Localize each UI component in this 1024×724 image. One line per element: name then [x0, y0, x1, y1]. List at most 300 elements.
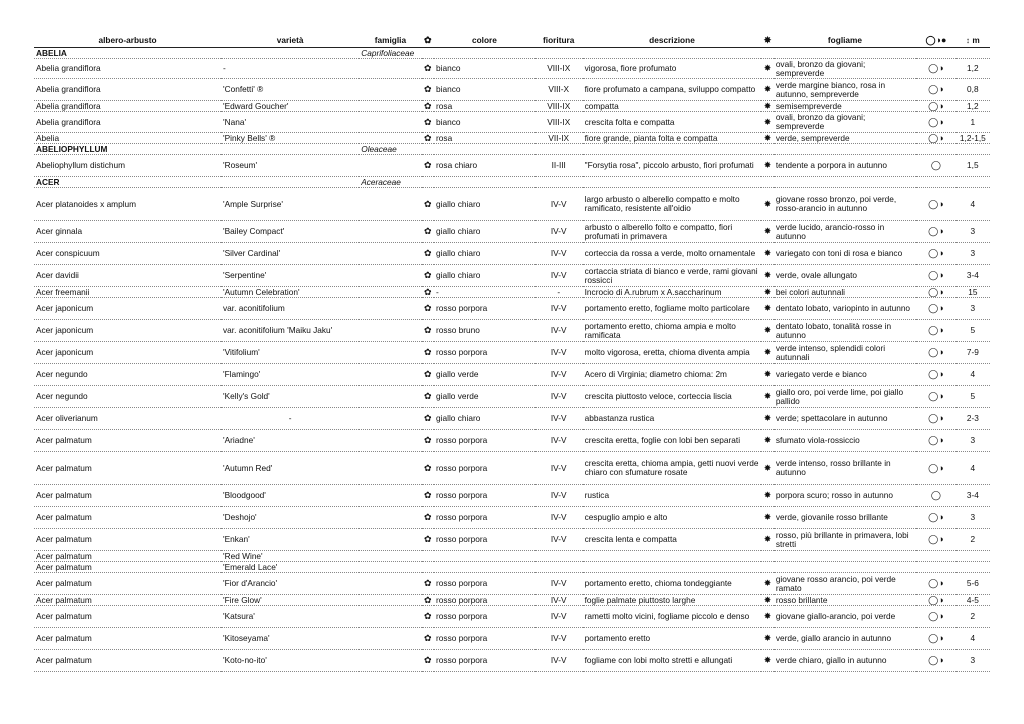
- exposure-icon: ◯: [916, 485, 955, 507]
- color: rosso porpora: [434, 342, 535, 364]
- empty-cell: [956, 144, 990, 155]
- height: 4: [956, 188, 990, 221]
- empty-cell: [956, 551, 990, 562]
- exposure-icon: ◯◑: [916, 112, 955, 133]
- leaf-icon: ✸: [761, 101, 773, 112]
- plant-name: Acer japonicum: [34, 342, 221, 364]
- plant-name: Abeliophyllum distichum: [34, 155, 221, 177]
- flowering: VIII-IX: [535, 59, 583, 79]
- family-cell: [359, 529, 421, 551]
- variety: 'Red Wine': [221, 551, 359, 562]
- height: 1,5: [956, 155, 990, 177]
- height: 3: [956, 298, 990, 320]
- empty-cell: [221, 144, 359, 155]
- height: 4: [956, 452, 990, 485]
- foliage: verde margine bianco, rosa in autunno, sempreverde: [774, 79, 916, 101]
- color: rosso porpora: [434, 430, 535, 452]
- header-height: ↕ m: [956, 33, 990, 48]
- plant-name: Acer conspicuum: [34, 243, 221, 265]
- height: 4: [956, 364, 990, 386]
- flowering: VIII-X: [535, 79, 583, 101]
- flowering: VII-IX: [535, 133, 583, 144]
- flowering: IV-V: [535, 606, 583, 628]
- empty-cell: [422, 551, 434, 562]
- variety: 'Ample Surprise': [221, 188, 359, 221]
- leaf-icon: ✸: [761, 320, 773, 342]
- exposure-icon: ◯◑: [916, 573, 955, 595]
- color: giallo verde: [434, 364, 535, 386]
- flowering: IV-V: [535, 485, 583, 507]
- foliage: rosso, più brillante in primavera, lobi stretti: [774, 529, 916, 551]
- flowering: IV-V: [535, 408, 583, 430]
- description: crescita lenta e compatta: [583, 529, 762, 551]
- plant-name: Abelia: [34, 133, 221, 144]
- description: arbusto o alberello folto e compatto, fiori profumati in primavera: [583, 221, 762, 243]
- table-row: [34, 287, 990, 298]
- plant-name: Abelia grandiflora: [34, 101, 221, 112]
- foliage: ovali, bronzo da giovani; sempreverde: [774, 112, 916, 133]
- foliage: porpora scuro; rosso in autunno: [774, 485, 916, 507]
- table-row: [34, 452, 990, 485]
- foliage: giovane rosso bronzo, poi verde, rosso-arancio in autunno: [774, 188, 916, 221]
- exposure-icon: ◯◑: [916, 265, 955, 287]
- flowering: IV-V: [535, 265, 583, 287]
- family-cell: [359, 606, 421, 628]
- family-cell: [359, 320, 421, 342]
- foliage: dentato lobato, tonalità rosse in autunno: [774, 320, 916, 342]
- leaf-icon: ✸: [761, 408, 773, 430]
- variety: 'Vitifolium': [221, 342, 359, 364]
- leaf-icon: ✸: [761, 485, 773, 507]
- empty-cell: [774, 177, 916, 188]
- exposure-icon: ◯◑: [916, 430, 955, 452]
- plant-name: Acer palmatum: [34, 529, 221, 551]
- empty-cell: [761, 562, 773, 573]
- genus-row: [34, 144, 990, 155]
- foliage: verde lucido, arancio-rosso in autunno: [774, 221, 916, 243]
- flower-icon: ✿: [422, 342, 434, 364]
- exposure-icon: ◯: [916, 155, 955, 177]
- flowering: IV-V: [535, 595, 583, 606]
- empty-cell: [434, 177, 535, 188]
- height-arrow-icon: ↕: [965, 34, 971, 45]
- flowering: VIII-IX: [535, 101, 583, 112]
- flower-icon: ✿: [422, 243, 434, 265]
- variety: 'Flamingo': [221, 364, 359, 386]
- foliage: variegato con toni di rosa e bianco: [774, 243, 916, 265]
- foliage: giovane giallo-arancio, poi verde: [774, 606, 916, 628]
- plant-name: Abelia grandiflora: [34, 79, 221, 101]
- family-cell: [359, 79, 421, 101]
- variety: 'Deshojo': [221, 507, 359, 529]
- height: 3: [956, 243, 990, 265]
- exposure-icon: ◯◑: [916, 386, 955, 408]
- empty-cell: [916, 144, 955, 155]
- family-cell: [359, 342, 421, 364]
- variety: -: [221, 408, 359, 430]
- foliage: verde intenso, rosso brillante in autunno: [774, 452, 916, 485]
- flowering: IV-V: [535, 243, 583, 265]
- exposure-icon: ◯◑: [916, 408, 955, 430]
- color: rosso porpora: [434, 485, 535, 507]
- plant-name: Acer palmatum: [34, 551, 221, 562]
- header-variety: varietà: [221, 33, 359, 48]
- table-row: [34, 59, 990, 79]
- empty-cell: [774, 144, 916, 155]
- empty-cell: [956, 48, 990, 59]
- sun-shade-icon: ◯◑●: [916, 33, 955, 48]
- exposure-icon: ◯◑: [916, 188, 955, 221]
- height: 1,2: [956, 59, 990, 79]
- empty-cell: [221, 48, 359, 59]
- plant-name: Acer freemanii: [34, 287, 221, 298]
- leaf-icon: ✸: [761, 155, 773, 177]
- foliage: verde, sempreverde: [774, 133, 916, 144]
- foliage: verde; spettacolare in autunno: [774, 408, 916, 430]
- plant-name: Acer japonicum: [34, 320, 221, 342]
- family-cell: [359, 155, 421, 177]
- empty-cell: [761, 551, 773, 562]
- flowering: IV-V: [535, 298, 583, 320]
- plant-name: Acer japonicum: [34, 298, 221, 320]
- leaf-icon: ✸: [761, 342, 773, 364]
- exposure-icon: ◯◑: [916, 606, 955, 628]
- flowering: II-III: [535, 155, 583, 177]
- exposure-icon: ◯◑: [916, 133, 955, 144]
- variety: 'Emerald Lace': [221, 562, 359, 573]
- flower-icon: ✿: [422, 265, 434, 287]
- family-cell: [359, 573, 421, 595]
- color: rosso porpora: [434, 606, 535, 628]
- empty-cell: [583, 551, 762, 562]
- height: 3-4: [956, 265, 990, 287]
- variety: 'Katsura': [221, 606, 359, 628]
- header-color: colore: [434, 33, 535, 48]
- variety: 'Koto-no-ito': [221, 650, 359, 672]
- empty-cell: [434, 48, 535, 59]
- height: 4: [956, 628, 990, 650]
- empty-cell: [583, 562, 762, 573]
- color: rosa chiaro: [434, 155, 535, 177]
- plant-name: Acer palmatum: [34, 628, 221, 650]
- foliage: verde chiaro, giallo in autunno: [774, 650, 916, 672]
- height: 3: [956, 650, 990, 672]
- plant-name: Abelia grandiflora: [34, 112, 221, 133]
- flowering: IV-V: [535, 221, 583, 243]
- leaf-icon: ✸: [761, 529, 773, 551]
- description: portamento eretto, chioma ampia e molto ramificata: [583, 320, 762, 342]
- flowering: IV-V: [535, 188, 583, 221]
- height: 3: [956, 430, 990, 452]
- table-row: [34, 320, 990, 342]
- exposure-icon: ◯◑: [916, 452, 955, 485]
- plant-table: [34, 33, 990, 672]
- flower-icon: ✿: [422, 59, 434, 79]
- variety: -: [221, 59, 359, 79]
- family-cell: [359, 221, 421, 243]
- foliage: variegato verde e bianco: [774, 364, 916, 386]
- plant-name: Acer palmatum: [34, 430, 221, 452]
- empty-cell: [535, 144, 583, 155]
- empty-cell: [761, 144, 773, 155]
- height: 15: [956, 287, 990, 298]
- family-cell: [359, 364, 421, 386]
- flowering: IV-V: [535, 507, 583, 529]
- exposure-icon: ◯◑: [916, 628, 955, 650]
- plant-name: Acer davidii: [34, 265, 221, 287]
- genus-name: ABELIA: [34, 48, 221, 59]
- height: 0,8: [956, 79, 990, 101]
- empty-cell: [583, 144, 762, 155]
- description: compatta: [583, 101, 762, 112]
- leaf-icon: ✸: [761, 606, 773, 628]
- foliage: giovane rosso arancio, poi verde ramato: [774, 573, 916, 595]
- family-cell: [359, 430, 421, 452]
- genus-name: ACER: [34, 177, 221, 188]
- flowering: IV-V: [535, 430, 583, 452]
- variety: 'Bailey Compact': [221, 221, 359, 243]
- flowering: IV-V: [535, 320, 583, 342]
- flower-icon: ✿: [422, 188, 434, 221]
- flowering: IV-V: [535, 573, 583, 595]
- flowering: -: [535, 287, 583, 298]
- height: 1,2: [956, 101, 990, 112]
- family-cell: [359, 595, 421, 606]
- color: rosso porpora: [434, 628, 535, 650]
- leaf-icon: ✸: [761, 386, 773, 408]
- empty-cell: [774, 551, 916, 562]
- description: fogliame con lobi molto stretti e allungati: [583, 650, 762, 672]
- flower-icon: ✿: [422, 155, 434, 177]
- header-family: famiglia: [359, 33, 421, 48]
- table-row: [34, 79, 990, 101]
- variety: var. aconitifolium: [221, 298, 359, 320]
- family-cell: [359, 112, 421, 133]
- empty-cell: [761, 177, 773, 188]
- leaf-icon: ✸: [761, 79, 773, 101]
- height: 5-6: [956, 573, 990, 595]
- exposure-icon: ◯◑: [916, 320, 955, 342]
- leaf-icon: ✸: [761, 243, 773, 265]
- flower-icon: ✿: [422, 573, 434, 595]
- exposure-icon: ◯◑: [916, 221, 955, 243]
- color: rosso porpora: [434, 529, 535, 551]
- flower-icon: ✿: [422, 287, 434, 298]
- description: molto vigorosa, eretta, chioma diventa ampia: [583, 342, 762, 364]
- height: 3-4: [956, 485, 990, 507]
- plant-name: Acer palmatum: [34, 595, 221, 606]
- empty-cell: [583, 177, 762, 188]
- variety: 'Pinky Bells' ®: [221, 133, 359, 144]
- genus-name: ABELIOPHYLLUM: [34, 144, 221, 155]
- table-body: [34, 48, 990, 672]
- table-row: [34, 112, 990, 133]
- exposure-icon: ◯◑: [916, 287, 955, 298]
- flower-icon: ✿: [422, 452, 434, 485]
- color: giallo chiaro: [434, 243, 535, 265]
- header-foliage: fogliame: [774, 33, 916, 48]
- flowering: IV-V: [535, 342, 583, 364]
- leaf-icon: ✸: [761, 59, 773, 79]
- color: giallo verde: [434, 386, 535, 408]
- foliage: giallo oro, poi verde lime, poi giallo pallido: [774, 386, 916, 408]
- exposure-icon: ◯◑: [916, 298, 955, 320]
- description: crescita folta e compatta: [583, 112, 762, 133]
- header-row: [34, 33, 990, 48]
- table-row: [34, 342, 990, 364]
- color: rosso porpora: [434, 650, 535, 672]
- family-name: Aceraceae: [359, 177, 421, 188]
- height: 1,2-1,5: [956, 133, 990, 144]
- empty-cell: [774, 562, 916, 573]
- empty-cell: [535, 551, 583, 562]
- plant-name: Acer palmatum: [34, 452, 221, 485]
- header-plant: albero-arbusto: [34, 33, 221, 48]
- family-name: Caprifoliaceae: [359, 48, 421, 59]
- color: giallo chiaro: [434, 408, 535, 430]
- plant-name: Acer palmatum: [34, 650, 221, 672]
- family-cell: [359, 551, 421, 562]
- table-row: [34, 507, 990, 529]
- foliage: verde, giovanile rosso brillante: [774, 507, 916, 529]
- plant-name: Abelia grandiflora: [34, 59, 221, 79]
- description: portamento eretto, fogliame molto particolare: [583, 298, 762, 320]
- empty-cell: [434, 562, 535, 573]
- leaf-icon: ✸: [761, 650, 773, 672]
- plant-name: Acer palmatum: [34, 573, 221, 595]
- family-cell: [359, 485, 421, 507]
- table-row: [34, 265, 990, 287]
- color: rosa: [434, 133, 535, 144]
- empty-cell: [916, 48, 955, 59]
- color: bianco: [434, 59, 535, 79]
- description: fiore grande, pianta folta e compatta: [583, 133, 762, 144]
- description: cespuglio ampio e alto: [583, 507, 762, 529]
- flower-icon: ✿: [422, 408, 434, 430]
- height: 2: [956, 606, 990, 628]
- empty-cell: [422, 177, 434, 188]
- leaf-icon: ✸: [761, 287, 773, 298]
- foliage: verde intenso, splendidi colori autunnali: [774, 342, 916, 364]
- description: corteccia da rossa a verde, molto ornamentale: [583, 243, 762, 265]
- variety: 'Fior d'Arancio': [221, 573, 359, 595]
- foliage: rosso brillante: [774, 595, 916, 606]
- description: abbastanza rustica: [583, 408, 762, 430]
- foliage: verde, ovale allungato: [774, 265, 916, 287]
- variety: var. aconitifolium 'Maiku Jaku': [221, 320, 359, 342]
- family-cell: [359, 386, 421, 408]
- flower-icon: ✿: [422, 364, 434, 386]
- plant-name: Acer negundo: [34, 364, 221, 386]
- foliage: dentato lobato, variopinto in autunno: [774, 298, 916, 320]
- variety: 'Serpentine': [221, 265, 359, 287]
- description: Incrocio di A.rubrum x A.saccharinum: [583, 287, 762, 298]
- color: giallo chiaro: [434, 265, 535, 287]
- flowering: IV-V: [535, 452, 583, 485]
- family-cell: [359, 507, 421, 529]
- flower-icon: ✿: [422, 133, 434, 144]
- flower-icon: ✿: [422, 79, 434, 101]
- color: rosso porpora: [434, 507, 535, 529]
- variety: 'Confetti' ®: [221, 79, 359, 101]
- description: crescita piuttosto veloce, corteccia liscia: [583, 386, 762, 408]
- plant-name: Acer negundo: [34, 386, 221, 408]
- description: "Forsytia rosa", piccolo arbusto, fiori profumati: [583, 155, 762, 177]
- plant-name: Acer oliverianum: [34, 408, 221, 430]
- leaf-icon: ✸: [761, 33, 773, 48]
- color: rosa: [434, 101, 535, 112]
- family-cell: [359, 562, 421, 573]
- leaf-icon: ✸: [761, 133, 773, 144]
- flowering: IV-V: [535, 650, 583, 672]
- foliage: ovali, bronzo da giovani; sempreverde: [774, 59, 916, 79]
- table-row: [34, 188, 990, 221]
- empty-cell: [434, 551, 535, 562]
- variety: 'Roseum': [221, 155, 359, 177]
- plant-name: Acer ginnala: [34, 221, 221, 243]
- flower-icon: ✿: [422, 595, 434, 606]
- table-row: [34, 606, 990, 628]
- table-row: [34, 101, 990, 112]
- flowering: IV-V: [535, 364, 583, 386]
- height: 1: [956, 112, 990, 133]
- plant-name: Acer palmatum: [34, 562, 221, 573]
- exposure-icon: ◯◑: [916, 243, 955, 265]
- plant-name: Acer platanoides x amplum: [34, 188, 221, 221]
- height: 5: [956, 386, 990, 408]
- empty-cell: [221, 177, 359, 188]
- table-row: [34, 364, 990, 386]
- table-row: [34, 408, 990, 430]
- empty-cell: [956, 562, 990, 573]
- empty-cell: [434, 144, 535, 155]
- empty-cell: [916, 551, 955, 562]
- description: crescita eretta, foglie con lobi ben separati: [583, 430, 762, 452]
- flower-icon: ✿: [422, 507, 434, 529]
- empty-cell: [916, 562, 955, 573]
- empty-cell: [422, 144, 434, 155]
- plant-name: Acer palmatum: [34, 485, 221, 507]
- empty-cell: [535, 562, 583, 573]
- description: fiore profumato a campana, sviluppo compatto: [583, 79, 762, 101]
- leaf-icon: ✸: [761, 452, 773, 485]
- header-flowering: fioritura: [535, 33, 583, 48]
- exposure-icon: ◯◑: [916, 101, 955, 112]
- family-cell: [359, 265, 421, 287]
- description: crescita eretta, chioma ampia, getti nuovi verde chiaro con sfumature rosate: [583, 452, 762, 485]
- description: rustica: [583, 485, 762, 507]
- table-row: [34, 430, 990, 452]
- flower-icon: ✿: [422, 628, 434, 650]
- color: -: [434, 287, 535, 298]
- variety: 'Bloodgood': [221, 485, 359, 507]
- leaf-icon: ✸: [761, 573, 773, 595]
- height: 4-5: [956, 595, 990, 606]
- color: rosso porpora: [434, 452, 535, 485]
- table-row: [34, 221, 990, 243]
- exposure-icon: ◯◑: [916, 79, 955, 101]
- flowering: VIII-IX: [535, 112, 583, 133]
- description: Acero di Virginia; diametro chioma: 2m: [583, 364, 762, 386]
- empty-cell: [774, 48, 916, 59]
- flower-icon: ✿: [422, 221, 434, 243]
- foliage: tendente a porpora in autunno: [774, 155, 916, 177]
- table-row: [34, 386, 990, 408]
- variety: 'Autumn Celebration': [221, 287, 359, 298]
- empty-cell: [535, 48, 583, 59]
- flower-icon: ✿: [422, 298, 434, 320]
- exposure-icon: ◯◑: [916, 507, 955, 529]
